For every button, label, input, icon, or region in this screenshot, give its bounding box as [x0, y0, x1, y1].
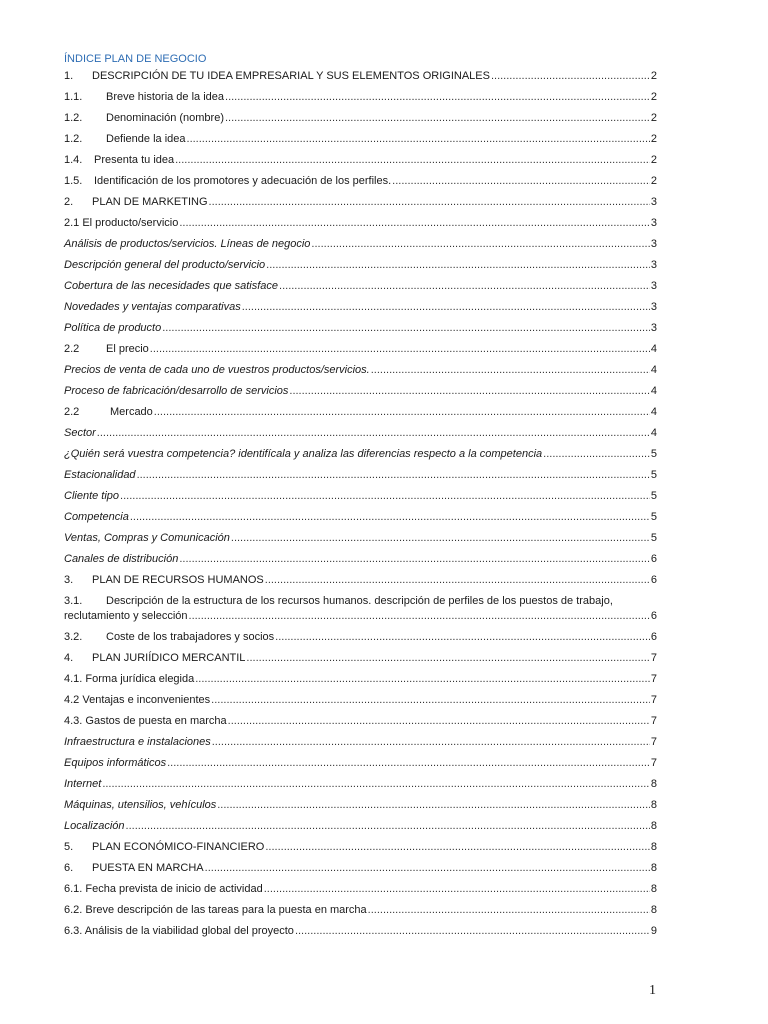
toc-entry[interactable]	[64, 921, 657, 942]
dot-leader	[311, 234, 649, 255]
toc-entry-page: 4	[650, 343, 657, 355]
toc-entry[interactable]	[64, 570, 657, 591]
toc-entry-label: 6.1. Fecha prevista de inicio de actividad	[64, 883, 263, 895]
toc-entry-page: 3	[650, 259, 657, 271]
toc-entry-page: 3	[650, 196, 657, 208]
toc-entry[interactable]	[64, 234, 657, 255]
toc-entry-page: 4	[650, 406, 657, 418]
toc-entry-label: Presenta tu idea	[94, 154, 175, 166]
toc-entry[interactable]	[64, 711, 657, 732]
toc-entry-page: 5	[650, 511, 657, 523]
toc-entry[interactable]	[64, 381, 657, 402]
dot-leader	[137, 465, 650, 486]
toc-entry[interactable]	[64, 318, 657, 339]
toc-entry-label: Internet	[64, 778, 102, 790]
toc-entry[interactable]	[64, 423, 657, 444]
dot-leader	[228, 711, 650, 732]
dot-leader	[212, 732, 650, 753]
toc-entry-page: 7	[650, 673, 657, 685]
dot-leader	[246, 648, 649, 669]
dot-leader	[491, 66, 650, 87]
toc-entry-page: 3	[650, 322, 657, 334]
toc-entry-page: 4	[650, 364, 657, 376]
toc-entry-label: Infraestructura e instalaciones	[64, 736, 211, 748]
toc-entry-number: 1.5.	[64, 175, 83, 187]
toc-entry-page: 2	[650, 112, 657, 124]
dot-leader	[392, 171, 650, 192]
toc-entry-page: 2	[650, 91, 657, 103]
dot-leader	[102, 774, 650, 795]
toc-entry-label: Estacionalidad	[64, 469, 136, 481]
toc-entry-label: PUESTA EN MARCHA	[92, 862, 204, 874]
toc-entry-label: Máquinas, utensilios, vehículos	[64, 799, 217, 811]
toc-entry-number: 1.1.	[64, 91, 83, 103]
toc-entry-label: PLAN JURIÍDICO MERCANTIL	[92, 652, 246, 664]
toc-entry-label: 4.2 Ventajas e inconvenientes	[64, 694, 211, 706]
toc-entry-label: PLAN DE RECURSOS HUMANOS	[92, 574, 264, 586]
dot-leader	[225, 108, 650, 129]
dot-leader	[295, 921, 650, 942]
toc-entry-page: 3	[650, 217, 657, 229]
toc-entry-page: 7	[650, 736, 657, 748]
toc-entry-label: ¿Quién será vuestra competencia? identifícala y analiza las diferencias respecto a la competencia	[64, 448, 543, 460]
toc-entry[interactable]	[64, 213, 657, 234]
dot-leader	[279, 276, 650, 297]
toc-entry-label-continued: reclutamiento y selección	[64, 610, 188, 622]
toc-entry-number: 3.1.	[64, 595, 83, 607]
toc-entry-label: PLAN ECONÓMICO-FINANCIERO	[92, 841, 265, 853]
toc-entry-page: 6	[650, 553, 657, 565]
toc-entry[interactable]	[64, 816, 657, 837]
toc-entry-label: PLAN DE MARKETING	[92, 196, 208, 208]
dot-leader	[368, 900, 650, 921]
toc-entry-label: Descripción general del producto/servicio	[64, 259, 266, 271]
toc-entry-label: Identificación de los promotores y adecuación de los perfiles.	[94, 175, 392, 187]
toc-entry-page: 8	[650, 904, 657, 916]
toc-entry[interactable]	[64, 444, 657, 465]
toc-entry-number: 6.	[64, 862, 74, 874]
dot-leader	[195, 669, 650, 690]
toc-entry-label: 4.1. Forma jurídica elegida	[64, 673, 195, 685]
dot-leader	[543, 444, 650, 465]
dot-leader	[275, 627, 650, 648]
toc-entry-label: Mercado	[110, 406, 153, 418]
toc-entry-page: 8	[650, 799, 657, 811]
toc-entry[interactable]	[64, 627, 657, 648]
dot-leader	[179, 213, 650, 234]
dot-leader	[205, 858, 650, 879]
dot-leader	[150, 339, 650, 360]
toc-entry-label: 6.2. Breve descripción de las tareas para la puesta en marcha	[64, 904, 367, 916]
page-number: 1	[649, 983, 656, 998]
toc-entry-label: 2.1 El producto/servicio	[64, 217, 179, 229]
dot-leader	[264, 879, 650, 900]
toc-entry-page: 4	[650, 385, 657, 397]
toc-entry[interactable]	[64, 669, 657, 690]
toc-entry-number: 1.	[64, 70, 74, 82]
toc-entry-page: 6	[650, 610, 657, 622]
toc-title: ÍNDICE PLAN DE NEGOCIO	[64, 53, 207, 65]
toc-entry-page: 7	[650, 715, 657, 727]
toc-entry-page: 6	[650, 574, 657, 586]
toc-entry-page: 5	[650, 532, 657, 544]
toc-entry-page: 8	[650, 883, 657, 895]
toc-entry[interactable]	[64, 900, 657, 921]
toc-entry[interactable]	[64, 339, 657, 360]
dot-leader	[225, 87, 650, 108]
toc-entry[interactable]	[64, 690, 657, 711]
toc-entry-number: 1.4.	[64, 154, 83, 166]
toc-entry-number: 2.2	[64, 343, 80, 355]
toc-entry-number: 1.2.	[64, 112, 83, 124]
toc-entry[interactable]	[64, 486, 657, 507]
toc-entry-label: Descripción de la estructura de los recursos humanos. descripción de perfiles de los puestos de trabajo,	[106, 595, 613, 607]
dot-leader	[189, 609, 650, 624]
toc-entry-number: 3.	[64, 574, 74, 586]
dot-leader	[231, 528, 650, 549]
toc-entry[interactable]	[64, 753, 657, 774]
toc-entry[interactable]	[64, 150, 657, 171]
toc-entry-label: Cobertura de las necesidades que satisface	[64, 280, 279, 292]
toc-entry-label: Breve historia de la idea	[106, 91, 225, 103]
toc-entry[interactable]	[64, 732, 657, 753]
toc-entry[interactable]	[64, 591, 657, 627]
toc-entry-number: 5.	[64, 841, 74, 853]
toc-entry[interactable]	[64, 795, 657, 816]
dot-leader	[97, 423, 650, 444]
toc-entry-page: 7	[650, 694, 657, 706]
toc-entry-page: 8	[650, 841, 657, 853]
dot-leader	[209, 192, 650, 213]
toc-entry-page: 6	[650, 631, 657, 643]
toc-entry-label: Ventas, Compras y Comunicación	[64, 532, 230, 544]
dot-leader	[120, 486, 650, 507]
toc-entry-page: 7	[650, 757, 657, 769]
toc-entry[interactable]	[64, 402, 657, 423]
dot-leader	[187, 129, 650, 150]
toc-entry-page: 7	[650, 652, 657, 664]
toc-entry-number: 2.	[64, 196, 74, 208]
toc-entry-label: Defiende la idea	[106, 133, 186, 145]
toc-entry-page: 2	[650, 133, 657, 145]
toc-entry[interactable]	[64, 297, 657, 318]
toc-entry[interactable]	[64, 465, 657, 486]
dot-leader	[371, 360, 650, 381]
toc-entry-page: 8	[650, 820, 657, 832]
table-of-contents	[64, 53, 657, 942]
toc-entry[interactable]	[64, 858, 657, 879]
toc-entry-label: Denominación (nombre)	[106, 112, 224, 124]
toc-entry-label: Proceso de fabricación/desarrollo de servicios	[64, 385, 289, 397]
toc-entry-label: Precios de venta de cada uno de vuestros productos/servicios.	[64, 364, 370, 376]
toc-entry-label: Equipos informáticos	[64, 757, 167, 769]
toc-entry-page: 5	[650, 469, 657, 481]
toc-entry[interactable]	[64, 276, 657, 297]
toc-entry-label: 6.3. Análisis de la viabilidad global del proyecto	[64, 925, 294, 937]
dot-leader	[217, 795, 650, 816]
dot-leader	[167, 753, 650, 774]
toc-entry-page: 4	[650, 427, 657, 439]
toc-entry-label: Análisis de productos/servicios. Líneas de negocio	[64, 238, 311, 250]
toc-entry[interactable]	[64, 171, 657, 192]
dot-leader	[130, 507, 650, 528]
toc-entry-page: 2	[650, 70, 657, 82]
toc-entry-label: Localización	[64, 820, 125, 832]
toc-entry-page: 5	[650, 448, 657, 460]
toc-entry[interactable]	[64, 528, 657, 549]
toc-entry-label: Sector	[64, 427, 96, 439]
toc-entry-number: 1.2.	[64, 133, 83, 145]
toc-entry-page: 2	[650, 154, 657, 166]
toc-entry-label: 4.3. Gastos de puesta en marcha	[64, 715, 227, 727]
toc-entry[interactable]	[64, 879, 657, 900]
toc-entry-page: 9	[650, 925, 657, 937]
dot-leader	[126, 816, 650, 837]
toc-entry-page: 3	[650, 238, 657, 250]
dot-leader	[265, 570, 650, 591]
toc-entry-page: 8	[650, 778, 657, 790]
toc-entry-page: 5	[650, 490, 657, 502]
toc-entry[interactable]	[64, 129, 657, 150]
toc-entry-page: 2	[650, 175, 657, 187]
dot-leader	[265, 837, 650, 858]
dot-leader	[289, 381, 649, 402]
dot-leader	[179, 549, 650, 570]
toc-entry[interactable]	[64, 87, 657, 108]
dot-leader	[154, 402, 650, 423]
dot-leader	[266, 255, 650, 276]
toc-entry[interactable]	[64, 192, 657, 213]
toc-entry[interactable]	[64, 66, 657, 87]
toc-entry-number: 4.	[64, 652, 74, 664]
toc-entry[interactable]	[64, 549, 657, 570]
toc-entry[interactable]	[64, 360, 657, 381]
toc-entry-label: Novedades y ventajas comparativas	[64, 301, 241, 313]
toc-entry[interactable]	[64, 108, 657, 129]
toc-entry-label: Cliente tipo	[64, 490, 120, 502]
toc-entry-label: Competencia	[64, 511, 129, 523]
dot-leader	[175, 150, 650, 171]
toc-entry-number: 3.2.	[64, 631, 83, 643]
toc-entry[interactable]	[64, 774, 657, 795]
toc-entry-label: Canales de distribución	[64, 553, 179, 565]
toc-entry-label: DESCRIPCIÓN DE TU IDEA EMPRESARIAL Y SUS ELEMENTOS ORIGINALES	[92, 70, 490, 82]
toc-entry-page: 3	[650, 280, 657, 292]
toc-entry-label: El precio	[106, 343, 149, 355]
toc-entry[interactable]	[64, 837, 657, 858]
toc-entry-label: Coste de los trabajadores y socios	[106, 631, 275, 643]
dot-leader	[162, 318, 650, 339]
toc-entry-number: 2.2	[64, 406, 80, 418]
dot-leader	[242, 297, 650, 318]
toc-entry-label: Política de producto	[64, 322, 162, 334]
toc-entry[interactable]	[64, 255, 657, 276]
toc-entry[interactable]	[64, 507, 657, 528]
toc-entry-page: 8	[650, 862, 657, 874]
dot-leader	[211, 690, 650, 711]
toc-entry[interactable]	[64, 648, 657, 669]
toc-entry-page: 3	[650, 301, 657, 313]
